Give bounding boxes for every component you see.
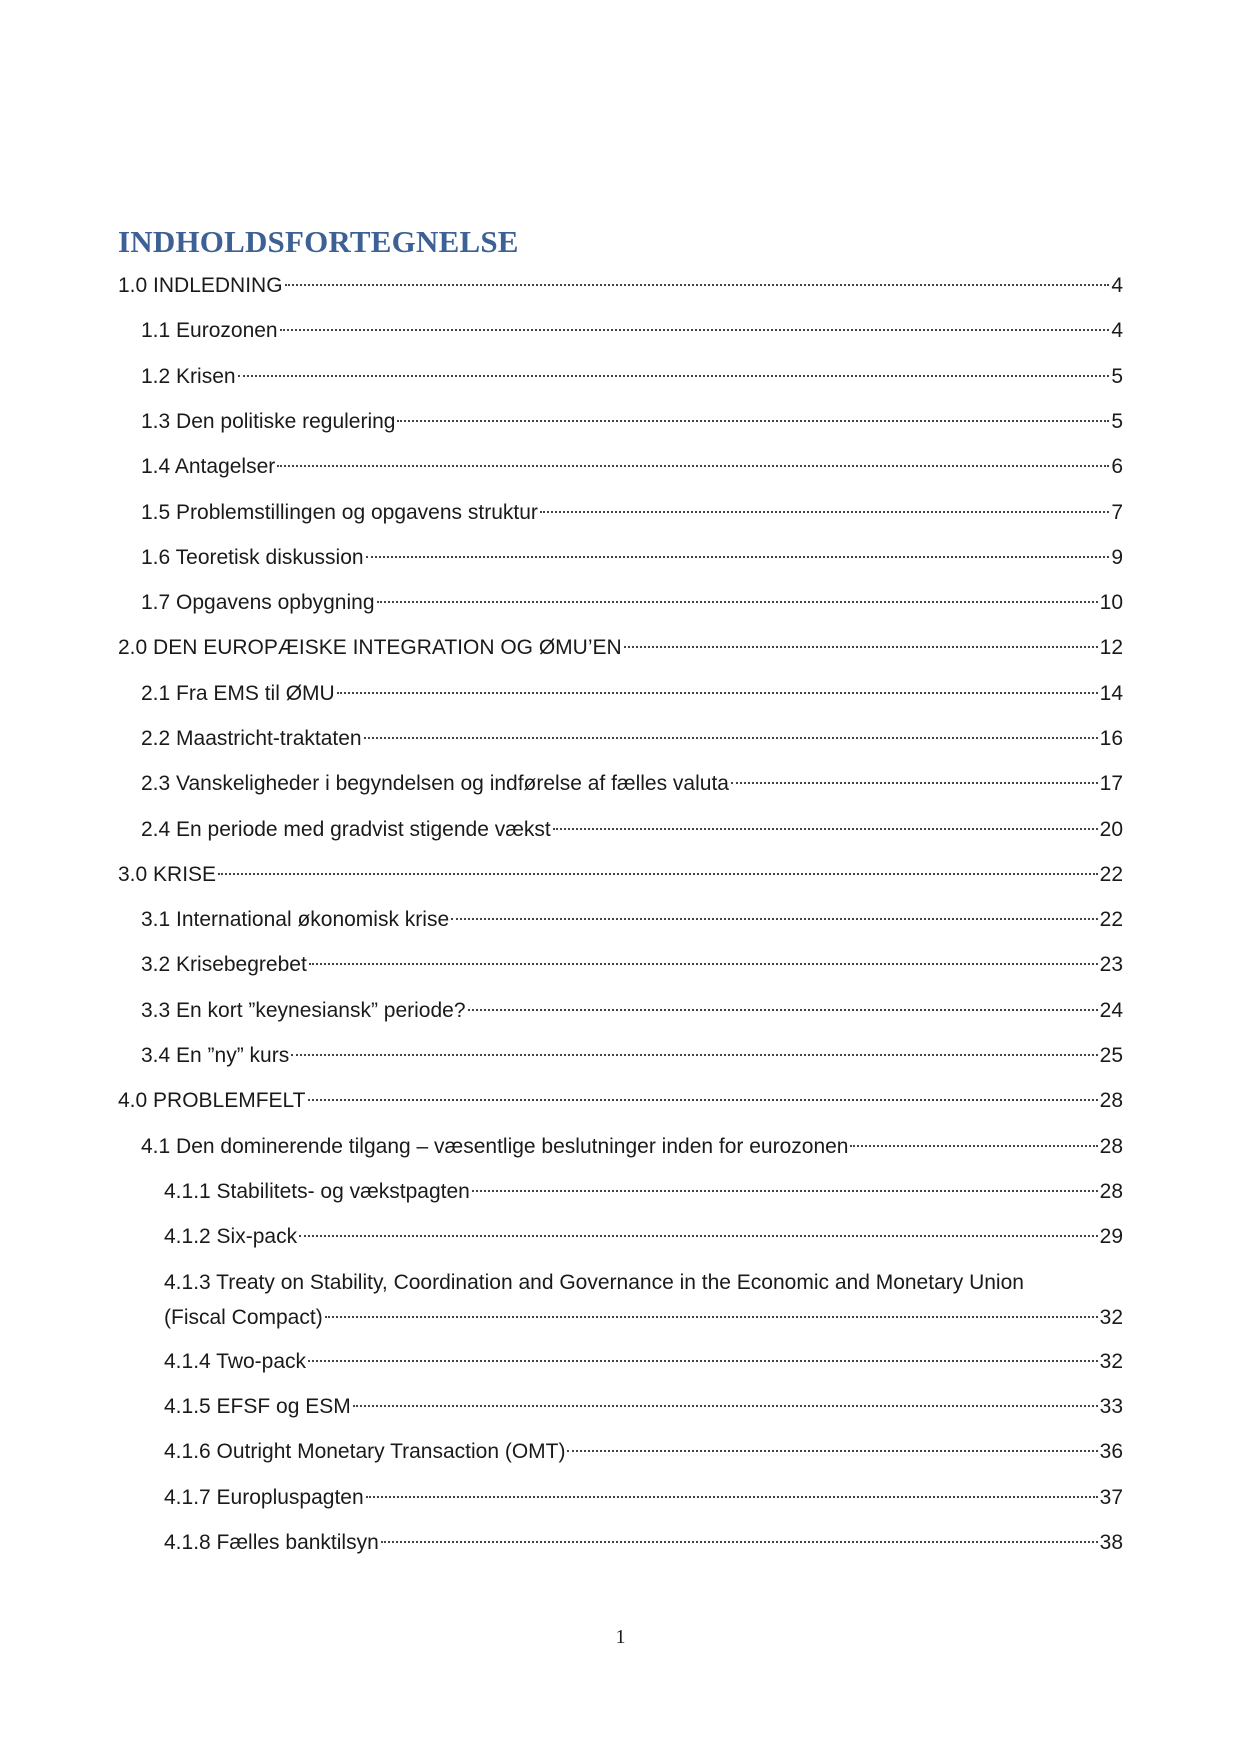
toc-entry[interactable] [141, 678, 1123, 710]
dot-leader [277, 465, 1109, 467]
toc-entry-line [164, 1176, 1123, 1208]
toc-entry-text: 1.4 Antagelser [141, 455, 276, 478]
toc-entry-line [141, 361, 1123, 393]
dot-leader [308, 1360, 1098, 1362]
dot-leader [366, 556, 1110, 558]
toc-entry-page: 28 [1099, 1089, 1123, 1112]
toc-entry-text: 3.0 KRISE [118, 863, 217, 886]
toc-entry-page: 20 [1099, 818, 1123, 841]
toc-entry-line [164, 1436, 1123, 1468]
toc-entry-text: 3.1 International økonomisk krise [141, 908, 450, 931]
toc-entry[interactable] [164, 1176, 1123, 1208]
toc-entry-text: 4.1 Den dominerende tilgang – væsentlige beslutninger inden for eurozonen [141, 1135, 849, 1158]
dot-leader [285, 284, 1110, 286]
dot-leader [624, 646, 1098, 648]
toc-entry[interactable] [141, 1040, 1123, 1072]
toc-entry[interactable] [141, 723, 1123, 755]
dot-leader [366, 1496, 1098, 1498]
toc-entry-page: 4 [1111, 319, 1123, 342]
toc-entry[interactable] [164, 1346, 1123, 1378]
toc-entry[interactable] [141, 768, 1123, 800]
toc-entry-text: 1.6 Teoretisk diskussion [141, 546, 364, 569]
toc-entry[interactable] [164, 1436, 1123, 1468]
toc-entry[interactable] [141, 1131, 1123, 1163]
toc-entry-text: 2.0 DEN EUROPÆISKE INTEGRATION OG ØMU’EN [118, 636, 622, 659]
toc-entry-text: 1.2 Krisen [141, 365, 236, 388]
dot-leader [309, 963, 1098, 965]
toc-entry-text: 4.1.4 Two-pack [164, 1350, 307, 1373]
toc-entry-text: 1.3 Den politiske regulering [141, 410, 396, 433]
dot-leader [472, 1190, 1098, 1192]
dot-leader [540, 511, 1109, 513]
toc-entry-text: 3.4 En ”ny” kurs [141, 1044, 290, 1067]
toc-entry-line [141, 678, 1123, 710]
toc-entry-line [141, 406, 1123, 438]
toc-entry[interactable] [164, 1221, 1123, 1253]
toc-entry-text: 2.4 En periode med gradvist stigende vækst [141, 818, 551, 841]
toc-entry-line [164, 1221, 1123, 1253]
toc-entry-page: 9 [1111, 546, 1123, 569]
toc-entry[interactable] [141, 949, 1123, 981]
toc-entry-page: 22 [1099, 863, 1123, 886]
dot-leader [451, 918, 1098, 920]
toc-entry[interactable] [118, 270, 1123, 302]
toc-entry[interactable] [118, 1085, 1123, 1117]
toc-entry-text: 4.1.1 Stabilitets- og vækstpagten [164, 1180, 470, 1203]
toc-entry-page: 5 [1111, 410, 1123, 433]
toc-entry[interactable] [141, 497, 1123, 529]
toc-entry-line [141, 587, 1123, 619]
toc-entry-page: 7 [1111, 501, 1123, 524]
dot-leader [337, 692, 1098, 694]
toc-entry-line [118, 859, 1123, 891]
toc-entry-line [141, 451, 1123, 483]
page-number: 1 [615, 1626, 626, 1648]
dot-leader [308, 1099, 1098, 1101]
dot-leader [218, 873, 1098, 875]
toc-entry-page: 37 [1099, 1486, 1123, 1509]
dot-leader [850, 1145, 1097, 1147]
toc-entry[interactable] [141, 904, 1123, 936]
dot-leader [299, 1235, 1098, 1237]
toc-entry[interactable] [141, 406, 1123, 438]
toc-entry-text: 2.3 Vanskeligheder i begyndelsen og indførelse af fælles valuta [141, 772, 729, 795]
toc-entry-text: 4.0 PROBLEMFELT [118, 1089, 306, 1112]
toc-entry-page: 28 [1099, 1135, 1123, 1158]
toc-entry-line [141, 904, 1123, 936]
toc-entry-page: 22 [1099, 908, 1123, 931]
toc-entry-page: 33 [1099, 1395, 1123, 1418]
dot-leader [381, 1541, 1098, 1543]
dot-leader [567, 1450, 1097, 1452]
toc-entry-page: 4 [1111, 274, 1123, 297]
toc-entry-page: 38 [1099, 1531, 1123, 1554]
toc-entry-page: 32 [1099, 1350, 1123, 1373]
dot-leader [325, 1316, 1098, 1318]
toc-title: INDHOLDSFORTEGNELSE [118, 224, 519, 259]
toc-entry-line [141, 542, 1123, 574]
toc-entry-line [141, 723, 1123, 755]
toc-entry-line [164, 1391, 1123, 1423]
toc-entry-line [141, 995, 1123, 1027]
toc-entry-line [141, 814, 1123, 846]
toc-entry-text-continued: (Fiscal Compact) [164, 1306, 323, 1329]
dot-leader [364, 737, 1098, 739]
toc-entry-page: 29 [1099, 1225, 1123, 1248]
toc-entry-line [164, 1302, 1123, 1334]
toc-entry-text: 4.1.6 Outright Monetary Transaction (OMT) [164, 1440, 566, 1463]
toc-entry-line [141, 1040, 1123, 1072]
toc-entry-page: 25 [1099, 1044, 1123, 1067]
dot-leader [468, 1009, 1098, 1011]
toc-entry[interactable] [141, 814, 1123, 846]
toc-entry-line [118, 1085, 1123, 1117]
toc-entry-page: 5 [1111, 365, 1123, 388]
toc-entry-line [141, 768, 1123, 800]
dot-leader [280, 329, 1110, 331]
toc-entry[interactable] [141, 995, 1123, 1027]
toc-entry[interactable] [141, 361, 1123, 393]
dot-leader [731, 782, 1098, 784]
dot-leader [238, 375, 1110, 377]
toc-entry-text: 4.1.8 Fælles banktilsyn [164, 1531, 379, 1554]
toc-entry-text: 4.1.3 Treaty on Stability, Coordination and Governance in the Economic and Monetary Union [164, 1271, 1024, 1294]
dot-leader [553, 828, 1098, 830]
toc-entry-text: 2.1 Fra EMS til ØMU [141, 682, 335, 705]
toc-entry-text: 2.2 Maastricht-traktaten [141, 727, 362, 750]
toc-entry-text: 4.1.7 Europluspagten [164, 1486, 364, 1509]
toc-entry-page: 23 [1099, 953, 1123, 976]
toc-entry-line [141, 497, 1123, 529]
toc-entry[interactable] [141, 542, 1123, 574]
toc-entry[interactable] [164, 1527, 1123, 1559]
toc-entry-line [141, 949, 1123, 981]
toc-entry-line [141, 315, 1123, 347]
toc-entry-page: 24 [1099, 999, 1123, 1022]
toc-entry-text: 4.1.2 Six-pack [164, 1225, 298, 1248]
dot-leader [377, 601, 1098, 603]
dot-leader [291, 1054, 1097, 1056]
toc-entry-line [164, 1482, 1123, 1514]
toc-entry-line [164, 1346, 1123, 1378]
toc-entry[interactable] [164, 1482, 1123, 1514]
toc-entry-text: 3.2 Krisebegrebet [141, 953, 307, 976]
toc-entry[interactable] [164, 1391, 1123, 1423]
toc-entry[interactable] [118, 859, 1123, 891]
toc-entry-text: 1.7 Opgavens opbygning [141, 591, 375, 614]
toc-entry-line [164, 1527, 1123, 1559]
toc-entry-text: 3.3 En kort ”keynesiansk” periode? [141, 999, 466, 1022]
toc-entry-page: 32 [1099, 1306, 1123, 1329]
toc-entry-text: 4.1.5 EFSF og ESM [164, 1395, 351, 1418]
toc-entry-text: 1.0 INDLEDNING [118, 274, 283, 297]
toc-entry-page: 36 [1099, 1440, 1123, 1463]
toc-entry-page: 10 [1099, 591, 1123, 614]
toc-entry-page: 16 [1099, 727, 1123, 750]
toc-entry-page: 14 [1099, 682, 1123, 705]
toc-entry[interactable] [141, 587, 1123, 619]
dot-leader [353, 1405, 1098, 1407]
toc-entry-line [118, 632, 1123, 664]
toc-entry-line [118, 270, 1123, 302]
toc-entry[interactable] [164, 1267, 1123, 1337]
toc-entry-line [141, 1131, 1123, 1163]
toc-entry-text: 1.1 Eurozonen [141, 319, 278, 342]
toc-entry-page: 28 [1099, 1180, 1123, 1203]
toc-entry-page: 17 [1099, 772, 1123, 795]
toc-entry-page: 6 [1111, 455, 1123, 478]
toc-entry-text: 1.5 Problemstillingen og opgavens struktur [141, 501, 538, 524]
dot-leader [397, 420, 1109, 422]
toc-entry-page: 12 [1099, 636, 1123, 659]
toc-entry[interactable] [118, 632, 1123, 664]
toc-entry[interactable] [141, 315, 1123, 347]
toc-entry[interactable] [141, 451, 1123, 483]
